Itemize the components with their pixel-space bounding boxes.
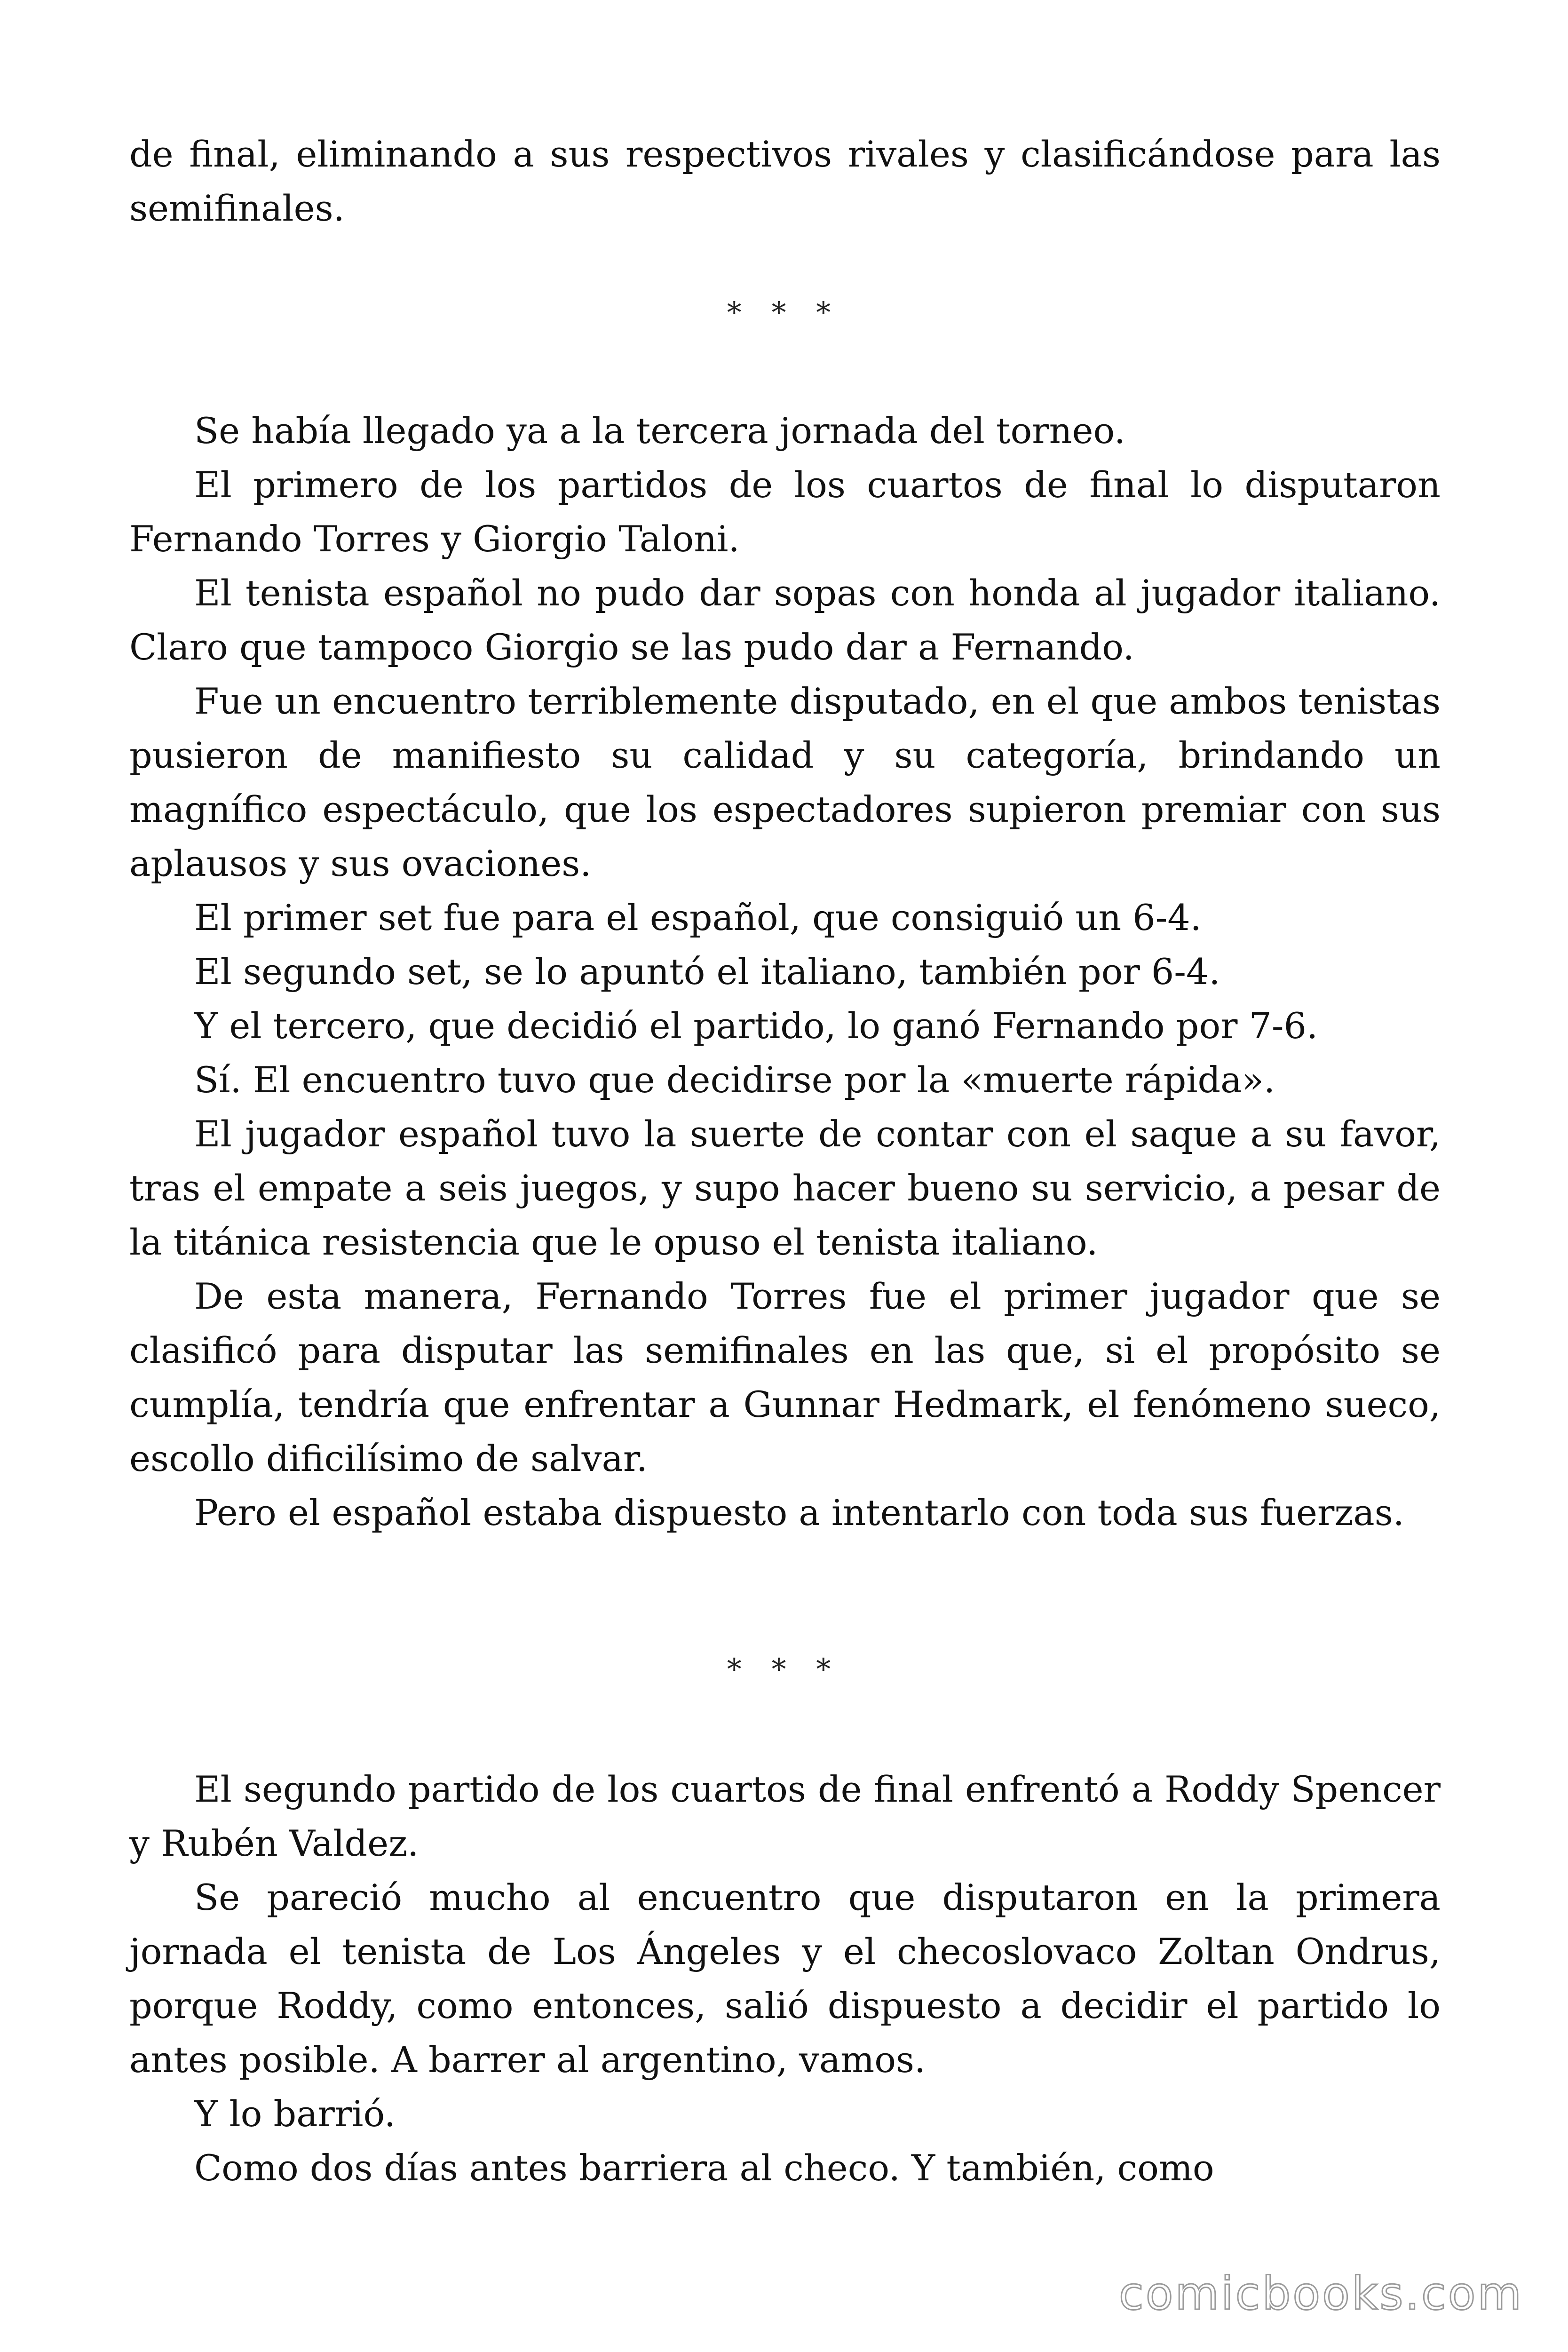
paragraph: Y el tercero, que decidió el partido, lo ganó Fernando por 7-6. xyxy=(194,1005,1318,1047)
paragraph: de final, eliminando a sus respectivos rivales y clasificándose para las semifinales. xyxy=(129,133,1441,229)
paragraph: Sí. El encuentro tuvo que decidirse por la «muerte rápida». xyxy=(194,1059,1275,1101)
watermark: comicbooks.com xyxy=(1118,2267,1523,2320)
text-section-3 xyxy=(129,1762,1441,2195)
text-section-1 xyxy=(129,127,1441,235)
paragraph: Se pareció mucho al encuentro que disputaron en la primera jornada el tenista de Los Ángeles y el checoslovaco Zoltan Ondrus, porque Roddy, como entonces, salió dispuesto a decidir el partido lo antes posible. A barrer al argentino, vamos. xyxy=(129,1876,1441,2081)
paragraph: Como dos días antes barriera al checo. Y también, como xyxy=(194,2147,1214,2189)
paragraph: Fue un encuentro terriblemente disputado, en el que ambos tenistas pusieron de manifiesto su calidad y su categoría, brindando un magnífico espectáculo, que los espectadores supieron premiar con sus aplausos y sus ovaciones. xyxy=(129,680,1441,884)
paragraph: Pero el español estaba dispuesto a intentarlo con toda sus fuerzas. xyxy=(194,1492,1404,1534)
section-separator: * * * xyxy=(727,295,841,330)
paragraph: Se había llegado ya a la tercera jornada del torneo. xyxy=(194,410,1126,452)
paragraph: El jugador español tuvo la suerte de contar con el saque a su favor, tras el empate a seis juegos, y supo hacer bueno su servicio, a pesar de la titánica resistencia que le opuso el tenista italiano. xyxy=(129,1113,1441,1263)
paragraph: Y lo barrió. xyxy=(194,2093,396,2135)
section-separator: * * * xyxy=(727,1652,841,1686)
text-section-2 xyxy=(129,404,1441,1540)
paragraph: El primero de los partidos de los cuartos de final lo disputaron Fernando Torres y Giorgio Taloni. xyxy=(129,464,1441,560)
paragraph: El segundo set, se lo apuntó el italiano, también por 6-4. xyxy=(194,951,1220,993)
paragraph: El tenista español no pudo dar sopas con honda al jugador italiano. Claro que tampoco Giorgio se las pudo dar a Fernando. xyxy=(129,572,1441,668)
paragraph: De esta manera, Fernando Torres fue el primer jugador que se clasificó para disputar las semifinales en las que, si el propósito se cumplía, tendría que enfrentar a Gunnar Hedmark, el fenómeno sueco, escollo dificilísimo de salvar. xyxy=(129,1275,1441,1479)
paragraph: El segundo partido de los cuartos de final enfrentó a Roddy Spencer y Rubén Valdez. xyxy=(129,1768,1441,1864)
paragraph: El primer set fue para el español, que consiguió un 6-4. xyxy=(194,897,1202,938)
